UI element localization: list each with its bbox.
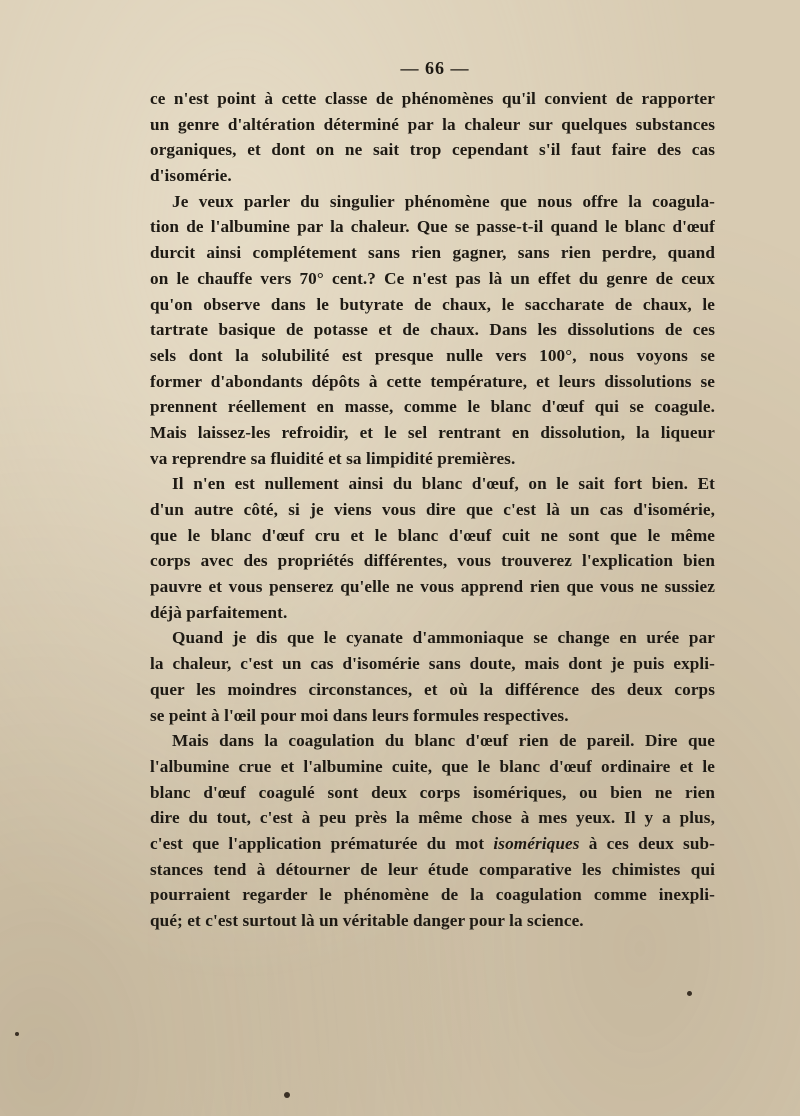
text-line: on le chauffe vers 70° cent.? Ce n'est pas là un effet du genre de ceux — [150, 268, 715, 288]
page-number: — 66 — — [400, 58, 470, 78]
text-line: Quand je dis que le cyanate d'ammoniaque se change en urée par — [172, 628, 715, 648]
text-line: blanc d'œuf coagulé sont deux corps isomériques, ou bien ne rien — [150, 782, 715, 802]
text-line: se peint à l'œil pour moi dans leurs formules respectives. — [150, 705, 569, 725]
text-line: former d'abondants dépôts à cette température, et leurs dissolutions se — [150, 371, 715, 391]
text-line: déjà parfaitement. — [150, 602, 288, 622]
text-line: tartrate basique de potasse et de chaux. Dans les dissolutions de ces — [150, 320, 715, 340]
ink-speck — [284, 1092, 290, 1098]
text-line: dire du tout, c'est à peu près la même chose à mes yeux. Il y a plus, — [150, 808, 715, 828]
text-line: Il n'en est nullement ainsi du blanc d'œuf, on le sait fort bien. Et — [172, 474, 715, 494]
text-line: organiques, et dont on ne sait trop cependant s'il faut faire des cas — [150, 140, 715, 160]
text-line: que le blanc d'œuf cru et le blanc d'œuf cuit ne sont que le même — [150, 525, 715, 545]
ink-speck — [687, 991, 692, 996]
text-line: prennent réellement en masse, comme le blanc d'œuf qui se coagule. — [150, 397, 715, 417]
text-line: la chaleur, c'est un cas d'isomérie sans doute, mais dont je puis expli- — [150, 654, 715, 674]
text-line: corps avec des propriétés différentes, vous trouverez l'explication bien — [150, 551, 715, 571]
text-line: d'isomérie. — [150, 166, 232, 186]
text-line: qu'on observe dans le butyrate de chaux, le saccharate de chaux, le — [150, 294, 715, 314]
text-line: pourraient regarder le phénomène de la coagulation comme inexpli- — [150, 885, 715, 905]
text-line: sels dont la solubilité est presque nulle vers 100°, nous voyons se — [150, 345, 715, 365]
text-line: l'albumine crue et l'albumine cuite, que le blanc d'œuf ordinaire et le — [150, 756, 715, 776]
text-line: Je veux parler du singulier phénomène que nous offre la coagula- — [172, 191, 715, 211]
body-text — [150, 86, 715, 934]
text-line: Mais laissez-les refroidir, et le sel rentrant en dissolution, la liqueur — [150, 422, 715, 442]
text-line: un genre d'altération déterminé par la chaleur sur quelques substances — [150, 114, 715, 134]
text-line: pauvre et vous penserez qu'elle ne vous apprend rien que vous ne sussiez — [150, 577, 715, 597]
text-line: c'est que l'application prématurée du mot isomériques à ces deux sub- — [150, 833, 715, 853]
text-line: tion de l'albumine par la chaleur. Que se passe-t-il quand le blanc d'œuf — [150, 217, 715, 237]
text-line: stances tend à détourner de leur étude comparative les chimistes qui — [150, 859, 715, 879]
text-line: ce n'est point à cette classe de phénomènes qu'il convient de rapporter — [150, 89, 715, 108]
text-line: Mais dans la coagulation du blanc d'œuf rien de pareil. Dire que — [172, 731, 715, 751]
text-line: qué; et c'est surtout là un véritable danger pour la science. — [150, 911, 584, 930]
text-line: va reprendre sa fluidité et sa limpidité premières. — [150, 448, 516, 468]
text-line: durcit ainsi complétement sans rien gagner, sans rien perdre, quand — [150, 243, 715, 263]
text-line: quer les moindres circonstances, et où la différence des deux corps — [150, 679, 715, 699]
text-line: d'un autre côté, si je viens vous dire que c'est là un cas d'isomérie, — [150, 500, 715, 519]
ink-speck — [15, 1032, 19, 1036]
